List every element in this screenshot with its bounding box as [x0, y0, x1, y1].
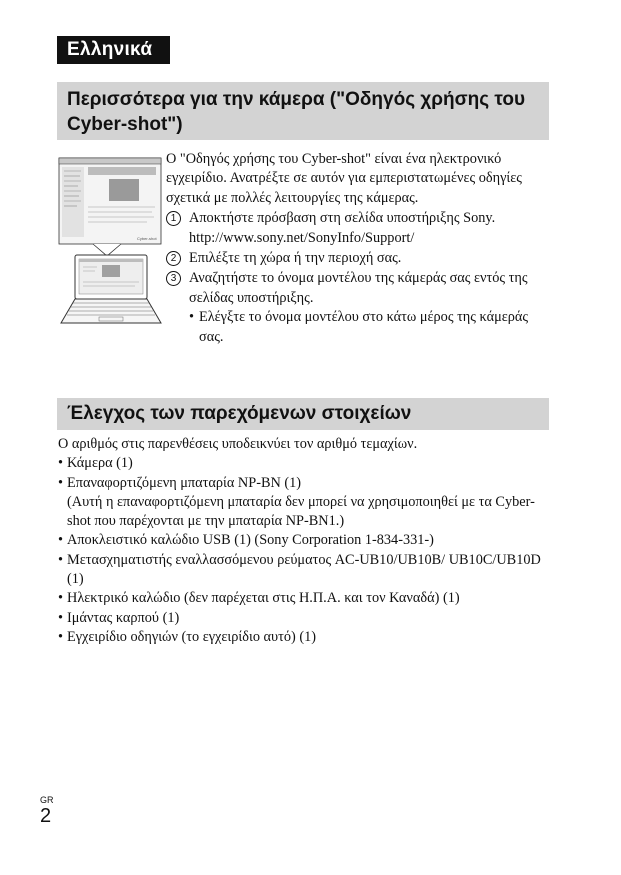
note-text: Ελέγξτε το όνομα μοντέλου στο κάτω μέρος της κάμεράς σας. [199, 309, 529, 345]
item-text: Εγχειρίδιο οδηγιών (το εγχειρίδιο αυτό) (1) [67, 628, 317, 645]
step-3 [166, 269, 551, 308]
bullet-icon: • [58, 590, 64, 607]
section-title-more-about-camera: Περισσότερα για την κάμερα ("Οδηγός χρήσης του Cyber-shot") [57, 82, 549, 140]
page-number: 2 [40, 805, 52, 827]
bullet-icon: • [189, 309, 195, 326]
list-item [58, 474, 554, 532]
help-guide-intro [166, 150, 551, 347]
item-text: Ηλεκτρικό καλώδιο (δεν παρέχεται στις Η.Π.Α. και τον Καναδά) (1) [67, 590, 460, 607]
section-title-supplied-items: Έλεγχος των παρεχόμενων στοιχείων [57, 398, 549, 430]
step-text: Επιλέξτε τη χώρα ή την περιοχή σας. [189, 250, 402, 267]
bullet-icon: • [58, 474, 64, 491]
list-item [58, 628, 554, 647]
cyber-shot-logo: Cyber-shot [137, 236, 157, 241]
step-text: Αποκτήστε πρόσβαση στη σελίδα υποστήριξης Sony. [189, 210, 496, 227]
bullet-icon: • [58, 551, 64, 568]
step-number: 1 [166, 211, 181, 226]
bullet-icon: • [58, 609, 64, 626]
bullet-icon: • [58, 628, 64, 645]
item-text: Αποκλειστικό καλώδιο USB (1) (Sony Corporation 1-834-331-) [67, 532, 434, 549]
list-item [58, 589, 554, 608]
laptop-help-guide-illustration [57, 157, 165, 329]
item-text: Μετασχηματιστής εναλλασσόμενου ρεύματος AC-UB10/UB10B/ UB10C/UB10D (1) [67, 551, 541, 588]
intro-paragraph: Ο "Οδηγός χρήσης του Cyber-shot" είναι ένα ηλεκτρονικό εγχειρίδιο. Ανατρέξτε σε αυτόν για εμπεριστατωμένες οδηγίες σχετικά με πολλές λειτουργίες της κάμερας. [166, 151, 522, 206]
item-note: (Αυτή η επαναφορτιζόμενη μπαταρία δεν μπορεί να χρησιμοποιηθεί με τα Cyber-shot που παρέχονται με την μπαταρία NP-BN1.) [67, 493, 535, 530]
step-3-note [166, 308, 551, 347]
bullet-icon: • [58, 532, 64, 549]
step-number: 3 [166, 271, 181, 286]
item-text: Κάμερα (1) [67, 455, 133, 472]
step-2 [166, 249, 551, 268]
list-item [58, 454, 554, 473]
step-1 [166, 209, 551, 248]
item-text: Ιμάντας καρπού (1) [67, 609, 180, 626]
list-item [58, 609, 554, 628]
step-text: Αναζητήστε το όνομα μοντέλου της κάμεράς σας εντός της σελίδας υποστήριξης. [189, 270, 528, 306]
list-item [58, 531, 554, 550]
contents-intro: Ο αριθμός στις παρενθέσεις υποδεικνύει τον αριθμό τεμαχίων. [58, 436, 418, 452]
item-text: Επαναφορτιζόμενη μπαταρία NP-BN (1) [67, 474, 302, 491]
language-code: GR [40, 795, 54, 805]
list-item [58, 551, 554, 590]
step-number: 2 [166, 251, 181, 266]
bullet-icon: • [58, 455, 64, 472]
language-tab: Ελληνικά [57, 36, 170, 64]
supplied-items-list [58, 435, 554, 647]
help-guide-photo [109, 179, 139, 201]
support-url[interactable]: http://www.sony.net/SonyInfo/Support/ [189, 229, 415, 246]
